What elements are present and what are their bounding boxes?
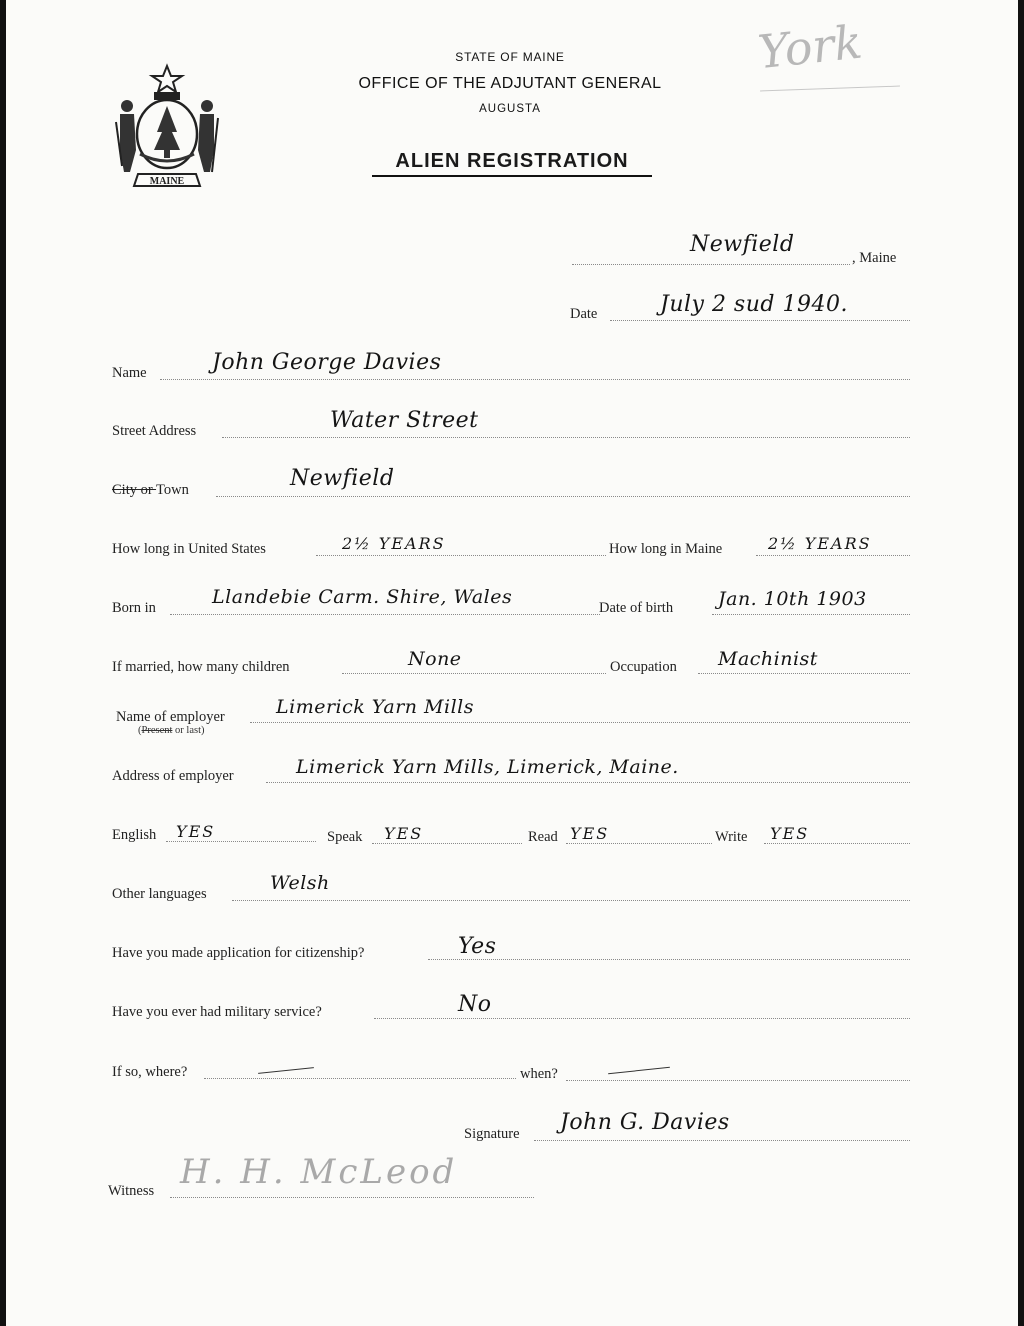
speak-label: Speak: [327, 829, 363, 845]
children-line: [342, 673, 606, 674]
signature-value: John G. Davies: [560, 1110, 730, 1135]
maine-years-label: How long in Maine: [609, 541, 723, 557]
speak-line: [372, 843, 522, 844]
street-line: [222, 437, 910, 438]
other-languages-line: [232, 900, 910, 901]
occupation-label: Occupation: [610, 659, 677, 675]
where-dash: [258, 1067, 314, 1074]
signature-label: Signature: [464, 1126, 520, 1142]
military-label: Have you ever had military service?: [112, 1004, 322, 1020]
us-years-line: [316, 555, 606, 556]
read-line: [566, 843, 712, 844]
dob-line: [712, 614, 910, 615]
dob-value: Jan. 10th 1903: [718, 588, 867, 610]
city-label: City or Town: [112, 482, 189, 498]
svg-text:MAINE: MAINE: [149, 176, 185, 187]
employer-sublabel: (Present or last): [138, 725, 205, 736]
english-line: [166, 841, 316, 842]
where-line: [204, 1078, 516, 1079]
employer-address-value: Limerick Yarn Mills, Limerick, Maine.: [296, 756, 679, 778]
born-value: Llandebie Carm. Shire, Wales: [212, 586, 513, 608]
county-underline: [760, 86, 900, 92]
born-label: Born in: [112, 600, 156, 616]
employer-label: Name of employer: [116, 709, 225, 725]
date-value: July 2 sud 1940.: [660, 292, 848, 317]
occupation-value: Machinist: [718, 648, 818, 670]
employer-address-line: [266, 782, 910, 783]
maine-years-value: 2½ YEARS: [768, 534, 872, 553]
employer-line: [250, 722, 910, 723]
dob-label: Date of birth: [599, 600, 674, 616]
us-years-label: How long in United States: [112, 541, 266, 557]
maine-state-seal-icon: [108, 62, 226, 194]
employer-value: Limerick Yarn Mills: [276, 696, 474, 718]
when-label: when?: [520, 1066, 558, 1082]
header-city: AUGUSTA: [479, 103, 541, 115]
when-line: [566, 1080, 910, 1081]
witness-value: H. H. McLeod: [180, 1152, 458, 1192]
scan-border-left: [0, 0, 6, 1326]
english-label: English: [112, 827, 157, 843]
children-value: None: [408, 648, 462, 670]
born-line: [170, 614, 600, 615]
date-label: Date: [570, 306, 598, 322]
military-value: No: [458, 992, 492, 1017]
scan-border-right: [1018, 0, 1024, 1326]
when-dash: [608, 1067, 670, 1074]
witness-label: Witness: [108, 1183, 155, 1199]
header-state: STATE OF MAINE: [455, 50, 565, 64]
speak-value: YES: [384, 824, 424, 843]
place-line: [572, 264, 850, 265]
maine-years-line: [756, 555, 910, 556]
citizenship-label: Have you made application for citizenship?: [112, 945, 365, 961]
occupation-line: [698, 673, 910, 674]
employer-address-label: Address of employer: [112, 768, 234, 784]
date-line: [610, 320, 910, 321]
witness-line: [170, 1197, 534, 1198]
other-languages-value: Welsh: [270, 872, 330, 894]
citizenship-line: [428, 959, 910, 960]
write-value: YES: [770, 824, 810, 843]
children-label: If married, how many children: [112, 659, 290, 675]
us-years-value: 2½ YEARS: [342, 534, 446, 553]
other-languages-label: Other languages: [112, 886, 207, 902]
city-line: [216, 496, 910, 497]
city-value: Newfield: [290, 466, 395, 491]
street-value: Water Street: [330, 408, 479, 433]
name-label: Name: [112, 365, 147, 381]
name-line: [160, 379, 910, 380]
write-label: Write: [715, 829, 748, 845]
county-note: York: [755, 14, 865, 80]
name-value: John George Davies: [212, 350, 442, 375]
read-label: Read: [528, 829, 558, 845]
place-suffix: , Maine: [852, 250, 897, 266]
write-line: [764, 843, 910, 844]
where-label: If so, where?: [112, 1064, 188, 1080]
english-value: YES: [176, 822, 216, 841]
read-value: YES: [570, 824, 610, 843]
header-office: OFFICE OF THE ADJUTANT GENERAL: [358, 75, 662, 92]
street-label: Street Address: [112, 423, 197, 439]
place-value: Newfield: [690, 232, 795, 257]
signature-line: [534, 1140, 910, 1141]
military-line: [374, 1018, 910, 1019]
citizenship-value: Yes: [458, 934, 497, 959]
form-title: ALIEN REGISTRATION: [372, 150, 652, 177]
